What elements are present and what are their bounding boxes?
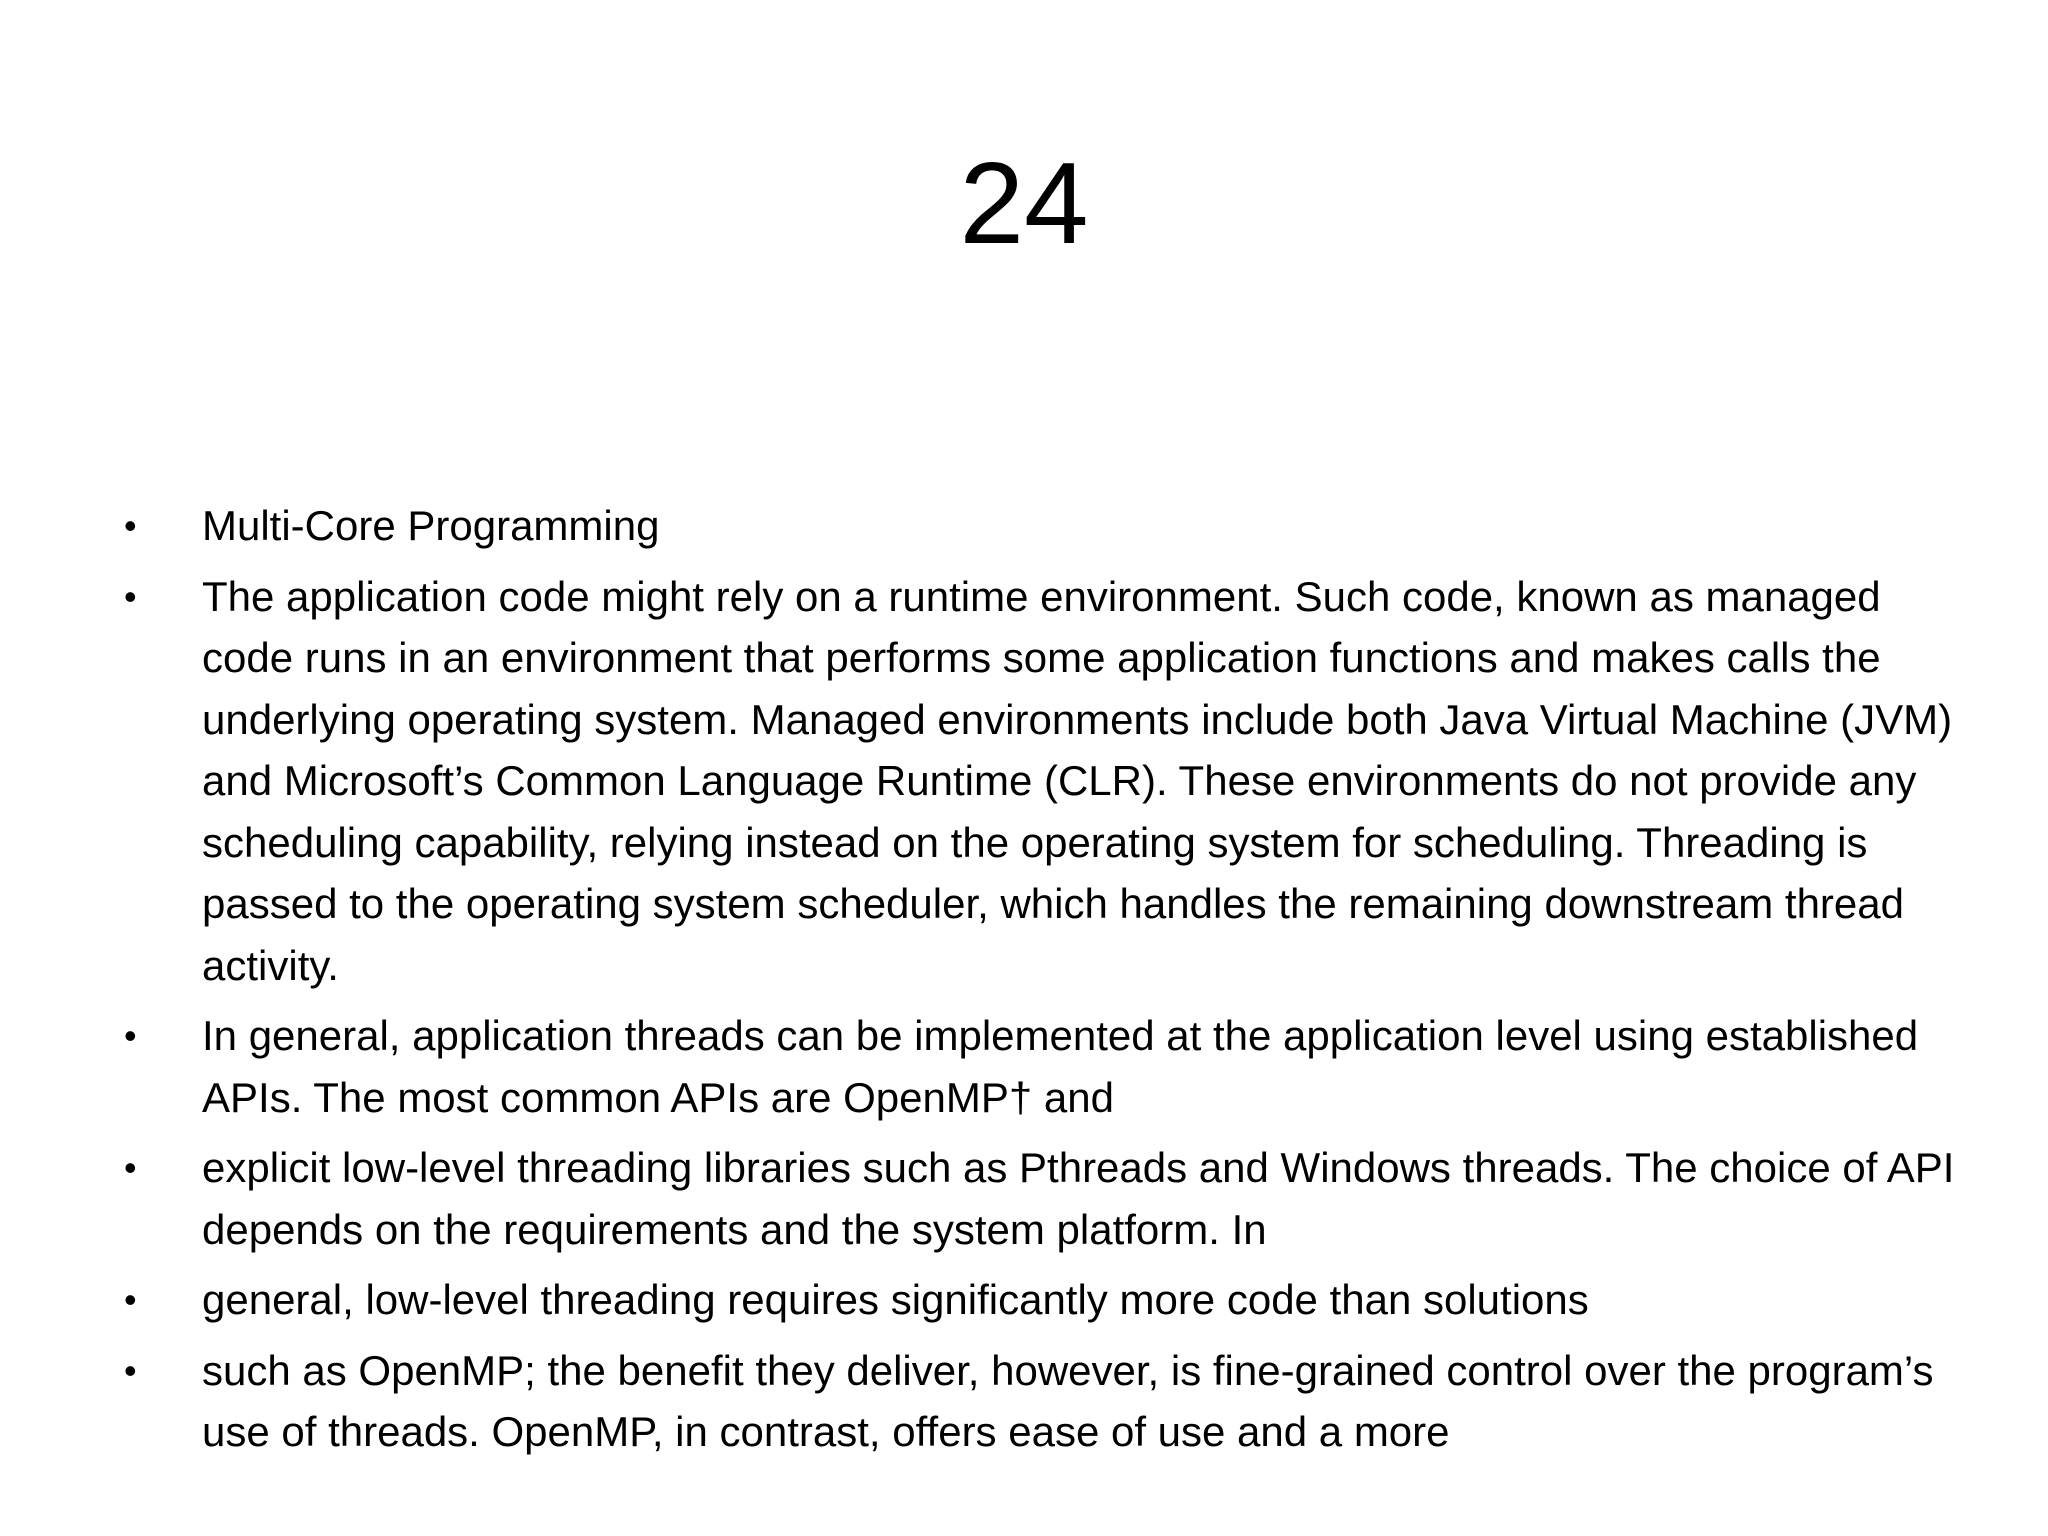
slide-title: 24	[959, 138, 1089, 268]
bullet-text: such as OpenMP; the benefit they deliver, however, is fine-grained control over the program’s use of threads. OpenMP, in contrast, offers ease of use and a more	[202, 1346, 1934, 1455]
bullet-text: Multi-Core Programming	[202, 502, 660, 549]
bullet-text: The application code might rely on a runtime environment. Such code, known as managed code runs in an environment that performs some application functions and makes calls the underlying operating system. Managed environments include both Java Virtual Machine (JVM) and Microsoft’s Common Language Runtime (CLR). These environments do not provide any scheduling capability, relying instead on the operating system for scheduling. Threading is passed to the operating system scheduler, which handles the remaining downstream thread activity.	[202, 572, 1953, 989]
list-item	[0, 566, 2048, 997]
bullet-icon: •	[124, 1349, 137, 1391]
bullet-icon: •	[124, 1279, 137, 1320]
bullet-list	[0, 495, 2048, 1472]
list-item	[0, 1137, 2048, 1260]
bullet-text: In general, application threads can be implemented at the application level using established APIs. The most common APIs are OpenMP† and	[202, 1012, 1919, 1121]
list-item	[0, 1005, 2048, 1128]
list-item	[0, 1340, 2048, 1463]
list-item	[0, 495, 2048, 557]
bullet-icon: •	[124, 1015, 137, 1056]
bullet-text: general, low-level threading requires significantly more code than solutions	[202, 1276, 1589, 1323]
list-item	[0, 1269, 2048, 1331]
bullet-icon: •	[124, 1147, 137, 1188]
bullet-icon: •	[124, 575, 137, 617]
bullet-text: explicit low-level threading libraries such as Pthreads and Windows threads. The choice of API depends on the requirements and the system platform. In	[202, 1144, 1955, 1253]
slide-body	[0, 495, 2048, 1536]
bullet-icon: •	[124, 505, 137, 546]
